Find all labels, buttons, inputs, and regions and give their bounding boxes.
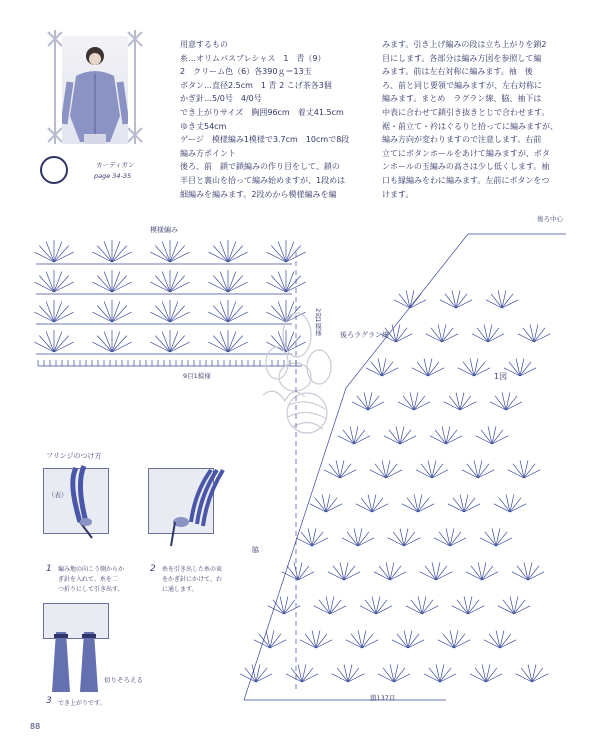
- fan-stitch: [170, 336, 185, 352]
- fan-stitch: [486, 674, 502, 682]
- fringe-title: フリンジのつけ方: [46, 452, 102, 460]
- fan-stitch: [97, 336, 112, 352]
- fan-stitch: [458, 368, 474, 376]
- fan-stitch: [472, 334, 488, 342]
- fan-stitch: [302, 674, 318, 682]
- fan-stitch: [326, 504, 342, 512]
- rows-label: 2段1模様: [314, 308, 322, 336]
- fan-stitch: [213, 276, 228, 292]
- fan-stitch: [460, 402, 476, 410]
- fan-stitch: [508, 470, 524, 478]
- fan-stitch: [418, 504, 434, 512]
- repeat-label: 9目1模様: [183, 372, 211, 380]
- materials-line: かぎ針…5/0号 4/0号: [180, 94, 262, 104]
- fan-stitch: [358, 538, 374, 546]
- fringe-step2-num: 2: [150, 564, 156, 574]
- fan-stitch: [312, 538, 328, 546]
- fan-stitch: [286, 674, 302, 682]
- instruction-line: けます。: [382, 189, 414, 199]
- fan-stitch: [494, 504, 510, 512]
- fan-stitch: [97, 246, 112, 262]
- fan-stitch: [424, 674, 440, 682]
- fan-stitch: [356, 504, 372, 512]
- fan-stitch: [430, 436, 446, 444]
- materials-line: 2 クリーム色（6）各390ｇ＝13玉: [180, 67, 312, 77]
- fan-stitch: [54, 246, 69, 262]
- figure-label: 1図: [494, 372, 508, 381]
- instruction-line: 裾・前立て・衿はぐるりと拾ってに編みますが、: [382, 121, 558, 131]
- fan-stitch: [520, 368, 536, 376]
- fan-stitch: [510, 504, 526, 512]
- fan-stitch: [392, 640, 408, 648]
- fan-stitch: [394, 674, 410, 682]
- materials-title: 用意するもの: [180, 40, 228, 49]
- instruction-line: 編みます。まとめ ラグラン線、脇、袖下は: [382, 94, 542, 104]
- materials-line: 編み方ポイント: [180, 148, 236, 158]
- fan-stitch: [450, 538, 466, 546]
- fan-stitch: [420, 572, 436, 580]
- product-page-ref: page 34-35: [94, 172, 132, 180]
- fan-stitch: [448, 504, 464, 512]
- instruction-line: 立てにボタンホールをあけて編みますが、ボタ: [382, 148, 550, 158]
- fan-stitch: [170, 306, 185, 322]
- fan-stitch: [310, 504, 326, 512]
- fringe-tassel-illustration: [40, 612, 120, 702]
- fan-stitch: [112, 276, 127, 292]
- fan-stitch: [452, 606, 468, 614]
- fan-stitch: [332, 674, 348, 682]
- materials-line: 半目と裏山を拾って編み始めますが、1段めは: [180, 175, 346, 185]
- instruction-line: みます。前は左右対称に編みます。袖 後: [382, 67, 533, 77]
- fringe-step1-num: 1: [46, 564, 52, 574]
- fringe-step3-text: でき上がりです。: [58, 700, 106, 707]
- fan-stitch: [490, 402, 506, 410]
- fan-stitch: [155, 276, 170, 292]
- fan-stitch: [518, 334, 534, 342]
- fan-stitch: [298, 572, 314, 580]
- fan-stitch: [352, 402, 368, 410]
- materials-line: でき上がりサイズ 胸囲96cm 着丈41.5cm: [180, 107, 344, 117]
- fan-stitch: [382, 368, 398, 376]
- materials-block: [180, 38, 380, 201]
- fan-stitch: [466, 572, 482, 580]
- fan-stitch: [54, 306, 69, 322]
- instruction-line: 編み方向が変わりますので注意します。右前: [382, 135, 542, 145]
- product-name: カーディガン: [96, 161, 135, 169]
- instruction-line: 中表に合わせて鎖引き抜きとじで合わせます。: [382, 107, 550, 117]
- fan-stitch: [284, 606, 300, 614]
- fan-stitch: [514, 606, 530, 614]
- fan-stitch: [516, 674, 532, 682]
- fan-stitch: [528, 572, 544, 580]
- fan-stitch: [344, 572, 360, 580]
- fan-stitch: [374, 572, 390, 580]
- fan-stitch: [316, 640, 332, 648]
- fan-stitch: [512, 572, 528, 580]
- fan-stitch: [213, 336, 228, 352]
- fan-stitch: [39, 246, 54, 262]
- fan-stitch: [416, 470, 432, 478]
- fan-stitch: [408, 640, 424, 648]
- instructions-block: [382, 38, 587, 201]
- fan-stitch: [324, 470, 340, 478]
- instruction-line: ンホールの玉編みの高さは少し低くします。袖: [382, 162, 550, 172]
- fan-stitch: [446, 436, 462, 444]
- fan-stitch: [155, 306, 170, 322]
- fan-stitch: [354, 436, 370, 444]
- fan-stitch: [256, 674, 272, 682]
- fringe-trim-label: 切りそろえる: [104, 676, 143, 684]
- fan-stitch: [388, 538, 404, 546]
- product-photo: [62, 36, 128, 144]
- fan-stitch: [338, 436, 354, 444]
- materials-line: 糸…オリムパスプレシャス 1 青（9）: [180, 53, 326, 63]
- fan-stitch: [422, 606, 438, 614]
- product-marker: [40, 156, 68, 184]
- fan-stitch: [492, 436, 508, 444]
- fan-stitch: [155, 246, 170, 262]
- fan-stitch: [482, 572, 498, 580]
- instruction-line: 口も縁編みをわに編みます。左前にボタンをつ: [382, 175, 550, 185]
- fan-stitch: [400, 436, 416, 444]
- fan-stitch: [414, 402, 430, 410]
- fringe-step3-num: 3: [46, 696, 52, 706]
- garment-outline: [244, 388, 346, 700]
- garment-outline: [346, 234, 468, 388]
- instruction-line: みます。引き上げ編みの段は立ち上がりを鎖2: [382, 40, 547, 49]
- materials-line: 後ろ、前 鎖で鎖編みの作り目をして、鎖の: [180, 162, 340, 172]
- fan-stitch: [462, 470, 478, 478]
- fan-stitch: [112, 246, 127, 262]
- fan-stitch: [402, 504, 418, 512]
- fan-stitch: [390, 572, 406, 580]
- fan-stitch: [488, 334, 504, 342]
- fan-stitch: [330, 606, 346, 614]
- fringe-step2-illustration: [145, 462, 235, 552]
- fan-stitch: [398, 402, 414, 410]
- fan-stitch: [314, 606, 330, 614]
- fan-stitch: [484, 640, 500, 648]
- fan-stitch: [440, 674, 456, 682]
- product-photo-frame: [40, 22, 150, 152]
- fan-stitch: [440, 300, 456, 308]
- fan-stitch: [370, 470, 386, 478]
- fan-stitch: [378, 674, 394, 682]
- fan-stitch: [496, 538, 512, 546]
- fan-stitch: [438, 640, 454, 648]
- garment-stitch-diagram: [236, 212, 576, 732]
- fan-stitch: [268, 606, 284, 614]
- fan-stitch: [524, 470, 540, 478]
- fan-stitch: [428, 368, 444, 376]
- fan-stitch: [404, 538, 420, 546]
- fan-stitch: [454, 640, 470, 648]
- fan-stitch: [39, 306, 54, 322]
- fan-stitch: [39, 336, 54, 352]
- fan-stitch: [406, 606, 422, 614]
- instruction-line: 目にします。各部分は編み方図を参照して編: [382, 53, 542, 63]
- fringe-step2-text: 糸を引き出した糸の束 をかぎ針にかけて、わ に通します。: [162, 566, 223, 593]
- fan-stitch: [112, 306, 127, 322]
- fan-stitch: [502, 300, 518, 308]
- fan-stitch: [348, 674, 364, 682]
- fan-stitch: [155, 336, 170, 352]
- fan-stitch: [368, 402, 384, 410]
- fan-stitch: [432, 470, 448, 478]
- fan-stitch: [480, 538, 496, 546]
- chain-count-label: 鎖137目: [370, 694, 396, 702]
- fan-stitch: [412, 368, 428, 376]
- fan-stitch: [270, 640, 286, 648]
- fan-stitch: [464, 504, 480, 512]
- fan-stitch: [54, 276, 69, 292]
- fan-stitch: [328, 572, 344, 580]
- fan-stitch: [170, 246, 185, 262]
- fan-stitch: [486, 300, 502, 308]
- fan-stitch: [434, 538, 450, 546]
- fan-stitch: [97, 276, 112, 292]
- fan-stitch: [384, 436, 400, 444]
- fan-stitch: [213, 246, 228, 262]
- fan-stitch: [476, 436, 492, 444]
- fan-stitch: [386, 470, 402, 478]
- materials-line: ゆき丈54cm: [180, 121, 227, 131]
- fan-stitch: [534, 334, 550, 342]
- fan-stitch: [442, 334, 458, 342]
- fan-stitch: [39, 276, 54, 292]
- stitch-chart-title: 模様編み: [150, 226, 178, 234]
- fan-stitch: [506, 402, 522, 410]
- fringe-reverse-label: （表）: [48, 491, 68, 499]
- fan-stitch: [362, 640, 378, 648]
- fan-stitch: [54, 336, 69, 352]
- fan-stitch: [372, 504, 388, 512]
- fan-stitch: [468, 606, 484, 614]
- materials-line: ゲージ 模様編み1模様で3.7cm 10cmで8段: [180, 135, 350, 145]
- fan-stitch: [376, 606, 392, 614]
- fan-stitch: [366, 368, 382, 376]
- fan-stitch: [213, 306, 228, 322]
- fan-stitch: [346, 640, 362, 648]
- fan-stitch: [396, 334, 412, 342]
- fan-stitch: [240, 674, 256, 682]
- fan-stitch: [478, 470, 494, 478]
- fan-stitch: [500, 640, 516, 648]
- fan-stitch: [340, 470, 356, 478]
- back-center-label: 後ろ中心: [537, 215, 563, 223]
- fan-stitch: [532, 674, 548, 682]
- fan-stitch: [97, 306, 112, 322]
- fan-stitch: [444, 402, 460, 410]
- fan-stitch: [342, 538, 358, 546]
- fan-stitch: [394, 300, 410, 308]
- fan-stitch: [436, 572, 452, 580]
- fan-stitch: [300, 640, 316, 648]
- fan-stitch: [426, 334, 442, 342]
- fan-stitch: [360, 606, 376, 614]
- instruction-line: ろ、前と同じ要領で編みますが、左右対称に: [382, 80, 542, 90]
- fan-stitch: [296, 538, 312, 546]
- fan-stitch: [112, 336, 127, 352]
- side-label: 脇: [252, 546, 259, 554]
- page-number: 88: [30, 722, 41, 731]
- raglan-label: 後ろラグラン線: [340, 331, 389, 339]
- fan-stitch: [254, 640, 270, 648]
- materials-line: 細編みを編みます。2段めから模様編みを編: [180, 189, 337, 199]
- fringe-step1-illustration: [40, 462, 120, 552]
- fan-stitch: [474, 368, 490, 376]
- materials-line: ボタン…直径2.5cm 1 青 2 こげ茶各3個: [180, 80, 332, 90]
- fan-stitch: [170, 276, 185, 292]
- fan-stitch: [456, 300, 472, 308]
- fan-stitch: [470, 674, 486, 682]
- fringe-step1-text: 編み地の向こう側からか ぎ針を入れて、糸を二 つ折りにして引き出す。: [58, 566, 125, 593]
- fan-stitch: [498, 606, 514, 614]
